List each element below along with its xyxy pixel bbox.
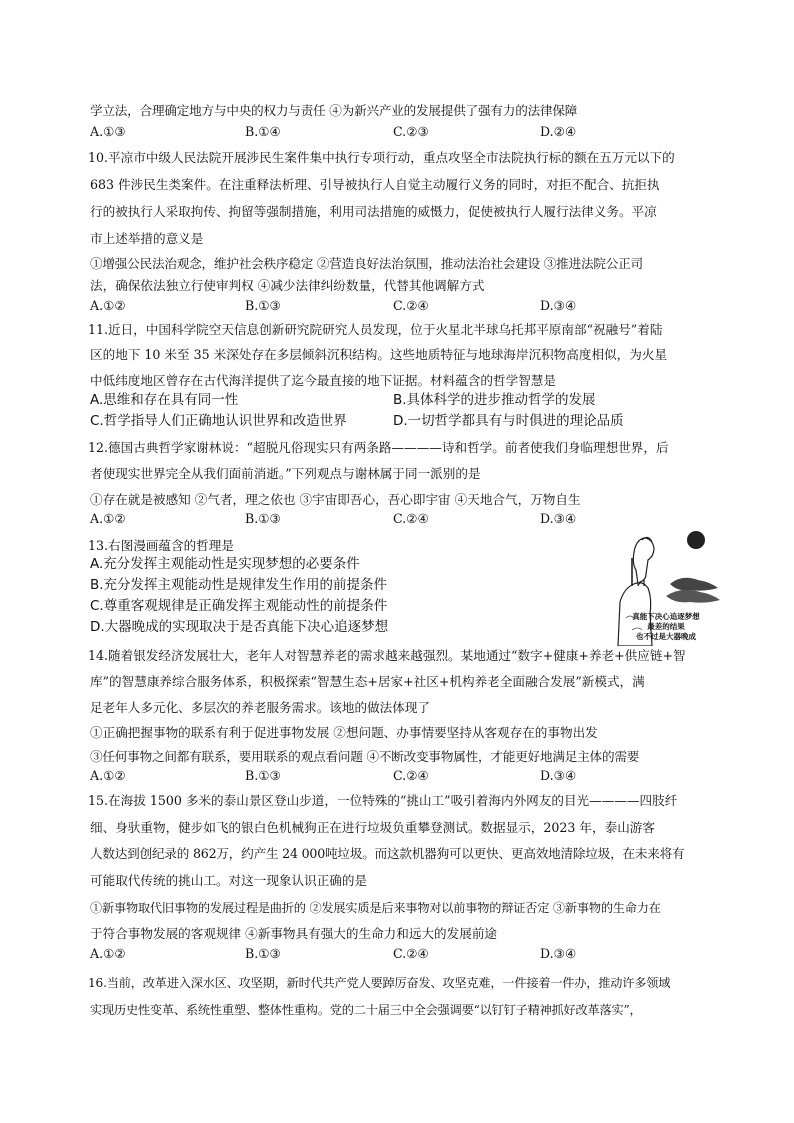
q15-stem: 可能取代传统的挑山工。对这一现象认识正确的是 — [90, 873, 368, 888]
q14-stem: 足老年人多元化、多层次的养老服务需求。该地的做法体现了 — [90, 700, 431, 715]
q10-statements: 法，确保依法独立行使审判权 ④减少法律纠纷数量，代替其他调解方式 — [90, 278, 485, 293]
q15-options — [90, 946, 710, 962]
q15-statements: 于符合事物发展的客观规律 ④新事物具有强大的生命力和远大的发展前途 — [90, 926, 498, 941]
q13-stem: 13.右图漫画蕴含的哲理是 — [88, 538, 234, 553]
q12-stem: 12.德国古典哲学家谢林说：“超脱凡俗现实只有两条路————诗和哲学。前者使我们身临理想世界，后 — [88, 440, 669, 455]
option-c[interactable]: C.②④ — [393, 298, 429, 313]
option-b[interactable]: B.①③ — [245, 768, 281, 783]
cartoon-caption-line: 也不过是大器晚成 — [636, 632, 696, 641]
option-a[interactable]: A.①② — [90, 511, 126, 526]
q10-statements: ①增强公民法治观念，维护社会秩序稳定 ②营造良好法治氛围，推动法治社会建设 ③推进法院公正司 — [90, 256, 643, 271]
option-b[interactable]: B.具体科学的进步推动哲学的发展 — [393, 392, 596, 408]
cartoon-caption-line: 真能下决心追逐梦想 — [632, 612, 700, 621]
option-c[interactable]: C.②④ — [393, 768, 429, 783]
option-a[interactable]: A.思维和存在具有同一性 — [90, 392, 239, 408]
option-c[interactable]: C.②④ — [393, 511, 429, 526]
option-d[interactable]: D.③④ — [540, 511, 577, 526]
option-c[interactable]: C.哲学指导人们正确地认识世界和改造世界 — [90, 413, 347, 429]
option-d[interactable]: D.③④ — [540, 298, 577, 313]
option-b[interactable]: B.充分发挥主观能动性是规律发生作用的前提条件 — [90, 577, 388, 593]
option-b[interactable]: B.①③ — [245, 298, 281, 313]
option-a[interactable]: A.①② — [90, 768, 126, 783]
q14-statements: ③任何事物之间都有联系，要用联系的观点看问题 ④不断改变事物属性，才能更好地满足主体的需要 — [90, 749, 640, 764]
q10-stem: 10.平凉市中级人民法院开展涉民生案件集中执行专项行动，重点攻坚全市法院执行标的额在五万元以下的 — [88, 150, 675, 165]
cartoon-caption-line: 最差的结果 — [647, 622, 685, 631]
option-b[interactable]: B.①③ — [245, 511, 281, 526]
q14-stem: 14.随着银发经济发展壮大，老年人对智慧养老的需求越来越强烈。某地通过“数字+健康+养老+供应链+智 — [88, 648, 686, 663]
option-d[interactable]: D.大器晚成的实现取决于是否真能下决心追逐梦想 — [90, 619, 389, 635]
q11-stem: 中低纬度地区曾存在古代海洋提供了迄今最直接的地下证据。材料蕴含的哲学智慧是 — [90, 373, 556, 388]
option-d[interactable]: D.③④ — [540, 768, 577, 783]
q16-stem: 16.当前，改革进入深水区、攻坚期，新时代共产党人要踔厉奋发、攻坚克难，一件接着一件办，推动许多领域 — [88, 976, 671, 990]
q15-stem: 人数达到创纪录的 862万，约产生 24 000吨垃圾。而这款机器狗可以更快、更高效地清除垃圾，在未来将有 — [90, 846, 685, 861]
option-d[interactable]: D.②④ — [540, 124, 577, 139]
q10-stem: 行的被执行人采取拘传、拘留等强制措施，利用司法措施的威慑力，促使被执行人履行法律义务。平凉 — [90, 204, 657, 219]
q9-text-line: 学立法，合理确定地方与中央的权力与责任 ④为新兴产业的发展提供了强有力的法律保障 — [90, 103, 578, 118]
option-d[interactable]: D.一切哲学都具有与时俱进的理论品质 — [393, 413, 624, 429]
q12-stem: 者使现实世界完全从我们面前消逝。”下列观点与谢林属于同一派别的是 — [90, 466, 481, 481]
option-c[interactable]: C.尊重客观规律是正确发挥主观能动性的前提条件 — [90, 598, 388, 614]
q14-stem: 库”的智慧康养综合服务体系，积极探索“智慧生态+居家+社区+机构养老全面融合发展”新模式，满 — [90, 674, 645, 689]
q14-statements: ①正确把握事物的联系有利于促进事物发展 ②想问题、办事情要坚持从客观存在的事物出发 — [90, 725, 598, 740]
q9-options — [90, 124, 710, 140]
option-c[interactable]: C.②③ — [393, 124, 429, 139]
option-b[interactable]: B.①④ — [245, 124, 281, 139]
q10-stem: 683 件涉民生类案件。在注重释法析理、引导被执行人自觉主动履行义务的同时，对拒不配合、抗拒执 — [90, 177, 660, 192]
option-b[interactable]: B.①③ — [245, 946, 281, 961]
q11-stem: 区的地下 10 米至 35 米深处存在多层倾斜沉积结构。这些地质特征与地球海岸沉积物高度相似，为火星 — [90, 347, 668, 362]
option-a[interactable]: A.①② — [90, 946, 126, 961]
option-c[interactable]: C.②④ — [393, 946, 429, 961]
q15-stem: 细、身驮重物，健步如飞的银白色机械狗正在进行垃圾负重攀登测试。数据显示，2023 年，泰山游客 — [90, 820, 655, 835]
q15-statements: ①新事物取代旧事物的发展过程是曲折的 ②发展实质是后来事物对以前事物的辩证否定 ③新事物的生命力在 — [90, 901, 661, 915]
q14-options — [90, 768, 710, 784]
option-d[interactable]: D.③④ — [540, 946, 577, 961]
q10-stem: 市上述举措的意义是 — [90, 231, 204, 246]
q15-stem: 15.在海拔 1500 多米的泰山景区登山步道，一位特殊的“挑山工”吸引着海内外网友的目光————四肢纤 — [88, 793, 678, 808]
q11-stem: 11.近日，中国科学院空天信息创新研究院研究人员发现，位于火星北半球乌托邦平原南部“祝融号”着陆 — [88, 322, 663, 337]
option-a[interactable]: A.充分发挥主观能动性是实现梦想的必要条件 — [90, 556, 360, 572]
q10-options — [90, 298, 710, 314]
q16-stem: 实现历史性变革、系统性重塑、整体性重构。党的二十届三中全会强调要“以钉钉子精神抓好改革落实”， — [90, 1003, 642, 1017]
option-a[interactable]: A.①② — [90, 298, 126, 313]
q12-statements: ①存在就是被感知 ②气者，理之依也 ③宇宙即吾心，吾心即宇宙 ④天地合气，万物自生 — [90, 492, 581, 507]
option-a[interactable]: A.①③ — [90, 124, 126, 139]
